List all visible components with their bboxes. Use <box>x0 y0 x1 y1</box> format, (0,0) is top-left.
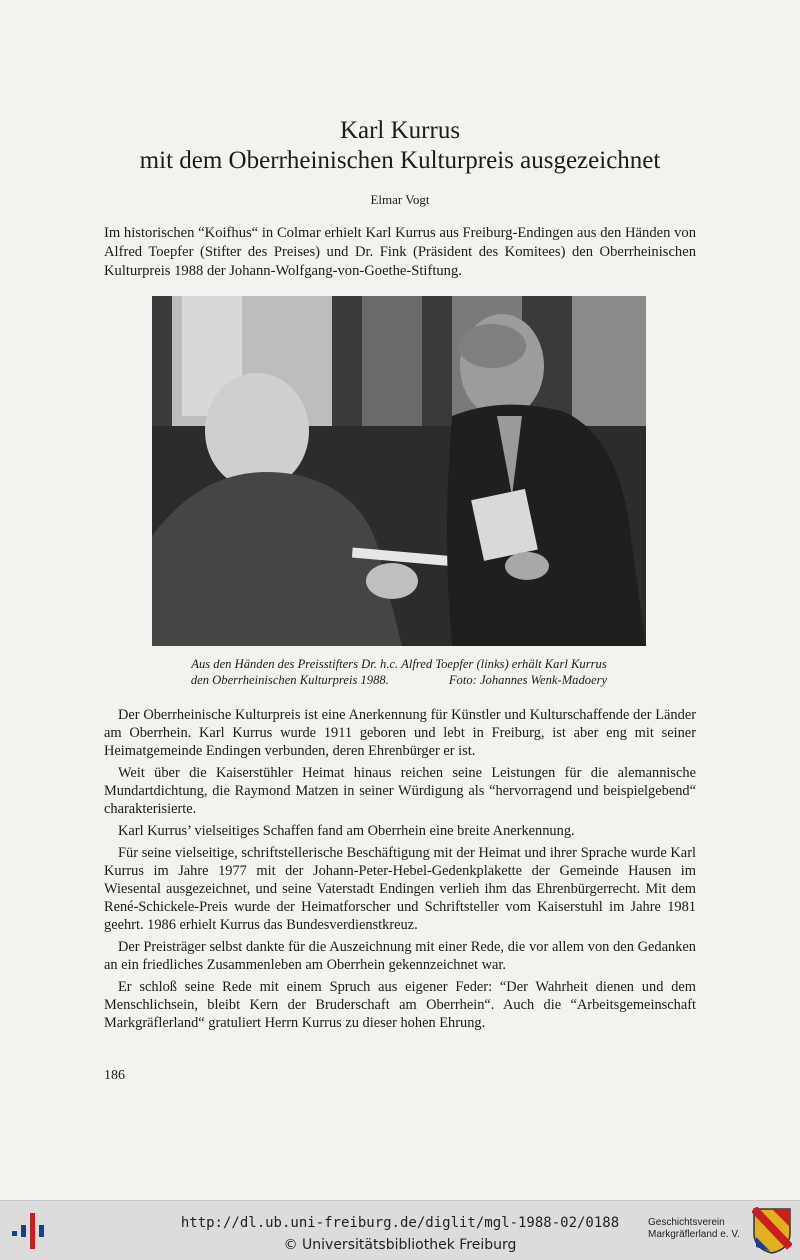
award-photo <box>152 296 646 646</box>
body-paragraph: Der Oberrheinische Kulturpreis ist eine Anerkennung für Künstler und Kulturschaffende der Länder am Oberrhein. Karl Kurrus wurde 1911 geboren und lebt in Freiburg, ist aber eng mit seiner Heimatgemeinde Endingen verbunden, deren Ehrenbürger er ist. <box>104 707 696 759</box>
photo-illustration <box>152 296 646 646</box>
body-paragraph: Er schloß seine Rede mit einem Spruch aus eigener Feder: “Der Wahrheit dienen und dem Menschlichsein, bleibt Kern der Bruderschaft am Oberrhein“. Auch die “Arbeitsgemeinschaft Markgräflerland“ gratuliert Herrn Kurrus zu dieser hohen Ehrung. <box>104 979 696 1031</box>
article-body <box>104 706 696 1032</box>
article-title <box>0 116 800 176</box>
body-paragraph: Für seine vielseitige, schriftstellerische Beschäftigung mit der Heimat und ihrer Sprache wurde Karl Kurrus im Jahre 1977 mit der Johann-Peter-Hebel-Gedenkplakette der Gemeinde Hausen im Wiesental ausgezeichnet, und seine Vaterstadt Endingen verlieh ihm das Ehrenbürgerrecht. Mit dem René-Schickele-Preis wurde der Heimatforscher und Schriftsteller vom Kaiserstuhl im Jahre 1981 geehrt. 1986 erhielt Kurrus das Bundesverdienstkreuz. <box>104 845 696 933</box>
coat-of-arms-icon <box>752 1207 792 1255</box>
title-line-2: mit dem Oberrheinischen Kulturpreis ausgezeichnet <box>139 147 661 174</box>
body-paragraph: Karl Kurrus’ vielseitiges Schaffen fand am Oberrhein eine breite Anerkennung. <box>118 823 575 839</box>
copyright: © Universitätsbibliothek Freiburg <box>283 1237 517 1253</box>
author: Elmar Vogt <box>370 192 430 207</box>
society-line-2: Markgräflerland e. V. <box>648 1229 740 1240</box>
title-line-1: Karl Kurrus <box>339 117 461 144</box>
body-paragraph: Weit über die Kaiserstühler Heimat hinaus reichen seine Leistungen für die alemannische Mundartdichtung, die Raymond Matzen in seiner Würdigung als “hervorragend und beispielgebend“ charakterisierte. <box>104 765 696 817</box>
photo-caption <box>152 656 646 688</box>
caption-line-2: den Oberrheinischen Kulturpreis 1988. <box>190 673 389 687</box>
society-name <box>648 1217 748 1241</box>
page-number: 186 <box>104 1068 125 1083</box>
intro-paragraph: Im historischen “Koifhus“ in Colmar erhielt Karl Kurrus aus Freiburg-Endingen aus den Händen von Alfred Toepfer (Stifter des Preises) und Dr. Fink (Präsident des Komitees) den Oberrheinischen Kulturpreis 1988 der Johann-Wolfgang-von-Goethe-Stiftung. <box>104 225 696 279</box>
society-line-1: Geschichtsverein <box>648 1217 725 1228</box>
body-paragraph: Der Preisträger selbst dankte für die Auszeichnung mit einer Rede, die vor allem von den Gedanken an ein friedliches Zusammenleben am Oberrhein gekennzeichnet war. <box>104 939 696 973</box>
digital-library-footer <box>0 1200 800 1260</box>
caption-line-1: Aus den Händen des Preisstifters Dr. h.c. Alfred Toepfer (links) erhält Karl Kurrus <box>191 657 607 671</box>
document-url[interactable]: http://dl.ub.uni-freiburg.de/diglit/mgl-1988-02/0188 <box>180 1215 620 1231</box>
photo-credit: Foto: Johannes Wenk-Madoery <box>448 673 608 687</box>
caption-line-2-row <box>152 672 646 688</box>
